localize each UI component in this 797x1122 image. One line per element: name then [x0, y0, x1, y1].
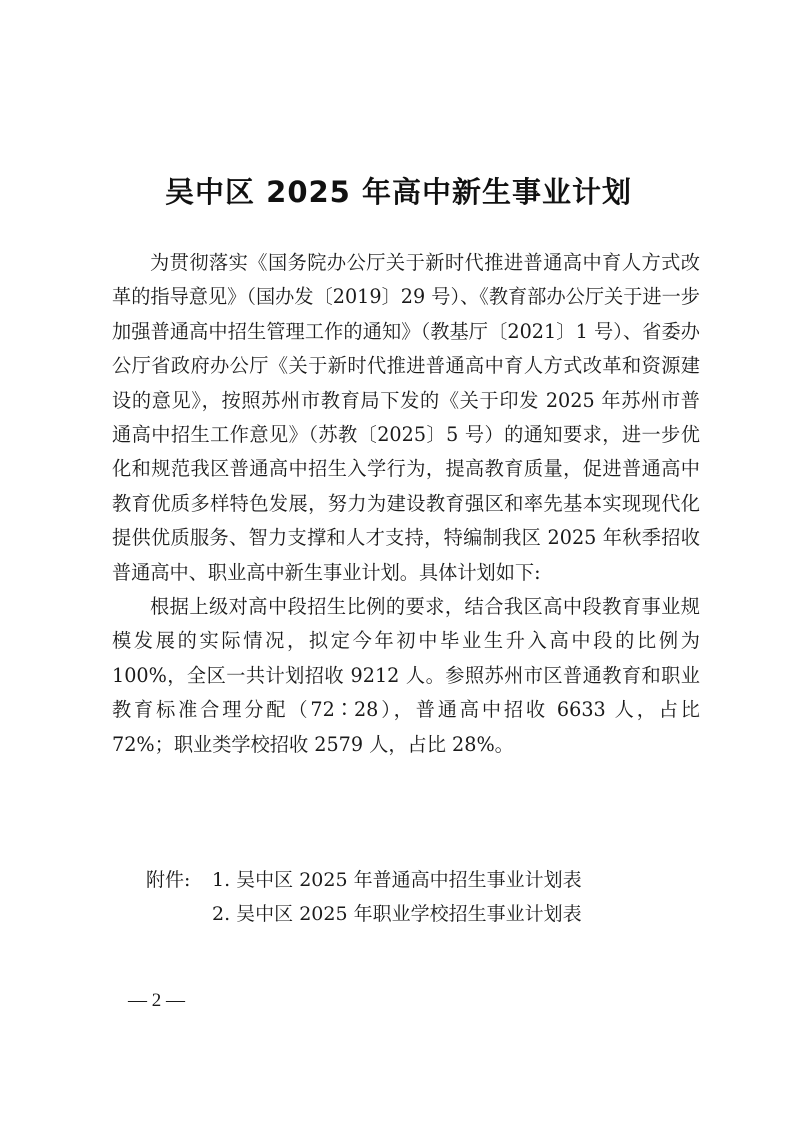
attachment-2: 2. 吴中区 2025 年职业学校招生事业计划表 — [212, 903, 582, 925]
attachments-list — [146, 863, 582, 931]
attachment-indent — [146, 897, 212, 931]
attachments-label: 附件: — [146, 869, 191, 891]
page-number: — 2 — — [128, 990, 185, 1011]
paragraph-plan: 根据上级对高中段招生比例的要求，结合我区高中段教育事业规模发展的实际情况，拟定今年初中毕业生升入高中段的比例为 100%，全区一共计划招收 9212 人。参照苏州市区普通教育和职业教育标准合理分配（72∶28），普通高中招收 6633 人，占比 72%；职业类学校招收 2579 人，占比 28%。 — [112, 595, 700, 756]
document-body — [112, 246, 700, 762]
paragraph-intro: 为贯彻落实《国务院办公厅关于新时代推进普通高中育人方式改革的指导意见》（国办发〔2019〕29 号）、《教育部办公厅关于进一步加强普通高中招生管理工作的通知》（教基厅〔2021〕1 号）、省委办公厅省政府办公厅《关于新时代推进普通高中育人方式改革和资源建设的意见》，按照苏州市教育局下发的《关于印发 2025 年苏州市普通高中招生工作意见》（苏教〔2025〕5 号）的通知要求，进一步优化和规范我区普通高中招生入学行为，提高教育质量，促进普通高中教育优质多样特色发展，努力为建设教育强区和率先基本实现现代化提供优质服务、智力支撑和人才支持，特编制我区 2025 年秋季招收普通高中、职业高中新生事业计划。具体计划如下: — [112, 251, 700, 584]
document-title: 吴中区 2025 年高中新生事业计划 — [165, 175, 632, 209]
attachment-1: 1. 吴中区 2025 年普通高中招生事业计划表 — [212, 869, 582, 891]
attachment-item — [146, 863, 582, 897]
attachment-item — [146, 897, 582, 931]
